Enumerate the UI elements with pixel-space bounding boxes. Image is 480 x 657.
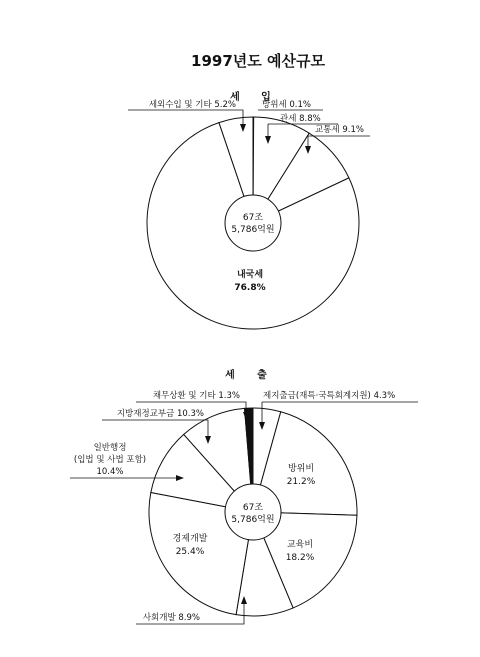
figure-title: 1997년도 예산규모 bbox=[191, 52, 325, 70]
revenue-header-2: 입 bbox=[261, 92, 271, 103]
revenue-value-internal: 76.8% bbox=[234, 283, 266, 293]
expenditure-value-economy: 25.4% bbox=[175, 547, 205, 557]
expenditure-value-education: 18.2% bbox=[285, 553, 315, 563]
expenditure-value-defense: 21.2% bbox=[286, 477, 316, 487]
expenditure-center-line1: 67조 bbox=[242, 503, 264, 513]
revenue-label-customs: 관세 8.8% bbox=[280, 114, 321, 124]
revenue-center-line1: 67조 bbox=[242, 213, 264, 223]
revenue-label-defense: 방위세 0.1% bbox=[262, 100, 311, 110]
revenue-label-internal: 내국세 bbox=[236, 270, 264, 280]
expenditure-center-line2: 5,786억원 bbox=[231, 515, 275, 525]
expenditure-label-admin: 일반행정 bbox=[93, 443, 127, 453]
revenue-center-circle bbox=[225, 195, 281, 251]
expenditure-header-2: 출 bbox=[257, 370, 267, 381]
expenditure-label-economy: 경제개발 bbox=[172, 534, 208, 544]
expenditure-label-social: 사회개발 8.9% bbox=[142, 613, 200, 623]
expenditure-label-transfer: 제지출금(재특·국특회계지원) 4.3% bbox=[263, 391, 396, 401]
expenditure-label-admin-sub: (입법 및 사법 포함) bbox=[73, 455, 147, 465]
expenditure-label-debt: 채무상환 및 기타 1.3% bbox=[152, 391, 240, 401]
expenditure-label-localgrant: 지방재정교부금 10.3% bbox=[116, 409, 204, 419]
revenue-chart bbox=[128, 90, 370, 329]
expenditure-chart bbox=[70, 368, 418, 624]
revenue-label-transport: 교통세 9.1% bbox=[315, 125, 364, 135]
expenditure-label-education: 교육비 bbox=[286, 540, 314, 550]
revenue-header-1: 세 bbox=[230, 92, 240, 103]
expenditure-value-admin: 10.4% bbox=[96, 467, 124, 477]
revenue-label-nontax: 세외수입 및 기타 5.2% bbox=[148, 100, 236, 110]
expenditure-label-defense: 방위비 bbox=[287, 464, 315, 474]
revenue-center-line2: 5,786억원 bbox=[231, 225, 275, 235]
expenditure-header-1: 세 bbox=[225, 370, 235, 381]
